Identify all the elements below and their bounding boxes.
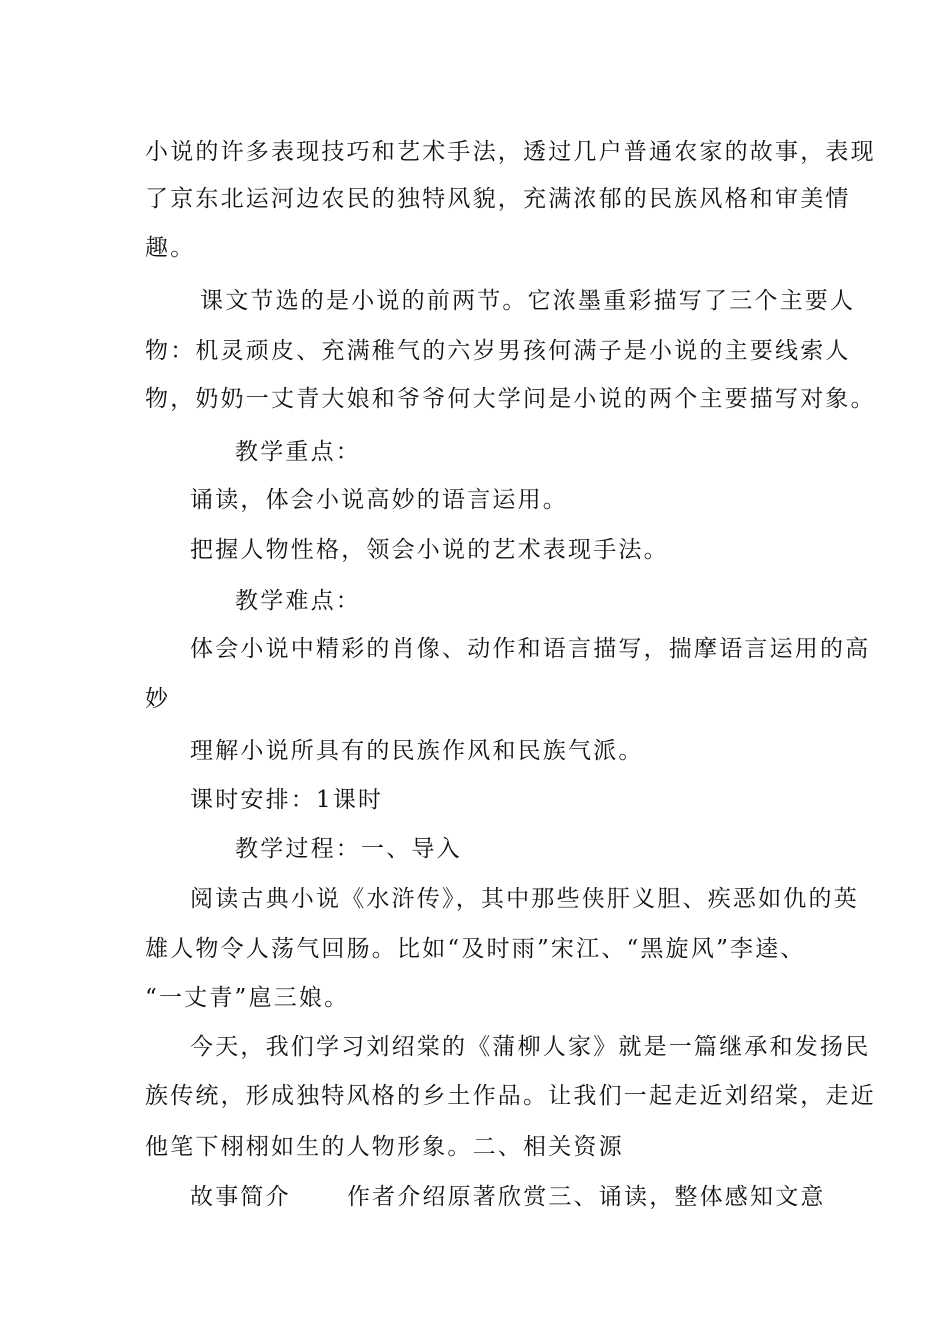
story-summary-label: 故事简介 bbox=[190, 1184, 291, 1210]
focus-item-1: 诵读，体会小说高妙的语言运用。 bbox=[190, 487, 568, 513]
difficulty-item-1-line-2: 妙 bbox=[145, 686, 171, 712]
intro-paragraph-line-1: 阅读古典小说《水浒传》，其中那些侠肝义胆、疾恶如仇的英 bbox=[190, 886, 859, 912]
difficulty-item-1-line-1: 体会小说中精彩的肖像、动作和语言描写，揣摩语言运用的高 bbox=[190, 636, 871, 662]
today-paragraph-line-1: 今天，我们学习刘绍棠的《蒲柳人家》就是一篇继承和发扬民 bbox=[190, 1034, 871, 1060]
resources-text: 作者介绍原著欣赏三、诵读，整体感知文意 bbox=[346, 1184, 826, 1210]
difficulty-item-2: 理解小说所具有的民族作风和民族气派。 bbox=[190, 738, 644, 764]
paragraph-2-line-3: 物，奶奶一丈青大娘和爷爷何大学问是小说的两个主要描写对象。 bbox=[145, 386, 876, 412]
difficulty-heading: 教学难点： bbox=[235, 588, 361, 614]
focus-item-2: 把握人物性格，领会小说的艺术表现手法。 bbox=[190, 537, 669, 563]
intro-paragraph-line-2: 雄人物令人荡气回肠。比如“及时雨”宋江、“黑旋风”李逵、 bbox=[145, 936, 806, 962]
today-paragraph-line-3: 他笔下栩栩如生的人物形象。二、相关资源 bbox=[145, 1134, 624, 1160]
paragraph-1-line-2: 了京东北运河边农民的独特风貌，充满浓郁的民族风格和审美情 bbox=[145, 186, 851, 212]
last-line bbox=[190, 1182, 826, 1212]
paragraph-2-line-2: 物：机灵顽皮、充满稚气的六岁男孩何满子是小说的主要线索人 bbox=[145, 338, 851, 364]
paragraph-1-line-1: 小说的许多表现技巧和艺术手法，透过几户普通农家的故事，表现 bbox=[145, 139, 876, 165]
today-paragraph-line-2: 族传统，形成独特风格的乡土作品。让我们一起走近刘绍棠，走近 bbox=[145, 1083, 876, 1109]
paragraph-1-line-3: 趣。 bbox=[145, 235, 196, 261]
focus-heading: 教学重点： bbox=[235, 439, 361, 465]
intro-paragraph-line-3: “一丈青”扈三娘。 bbox=[145, 985, 350, 1011]
schedule-line: 课时安排：1课时 bbox=[190, 787, 384, 813]
process-heading: 教学过程：一、导入 bbox=[235, 836, 462, 862]
paragraph-2-line-1: 课文节选的是小说的前两节。它浓墨重彩描写了三个主要人 bbox=[200, 288, 856, 314]
